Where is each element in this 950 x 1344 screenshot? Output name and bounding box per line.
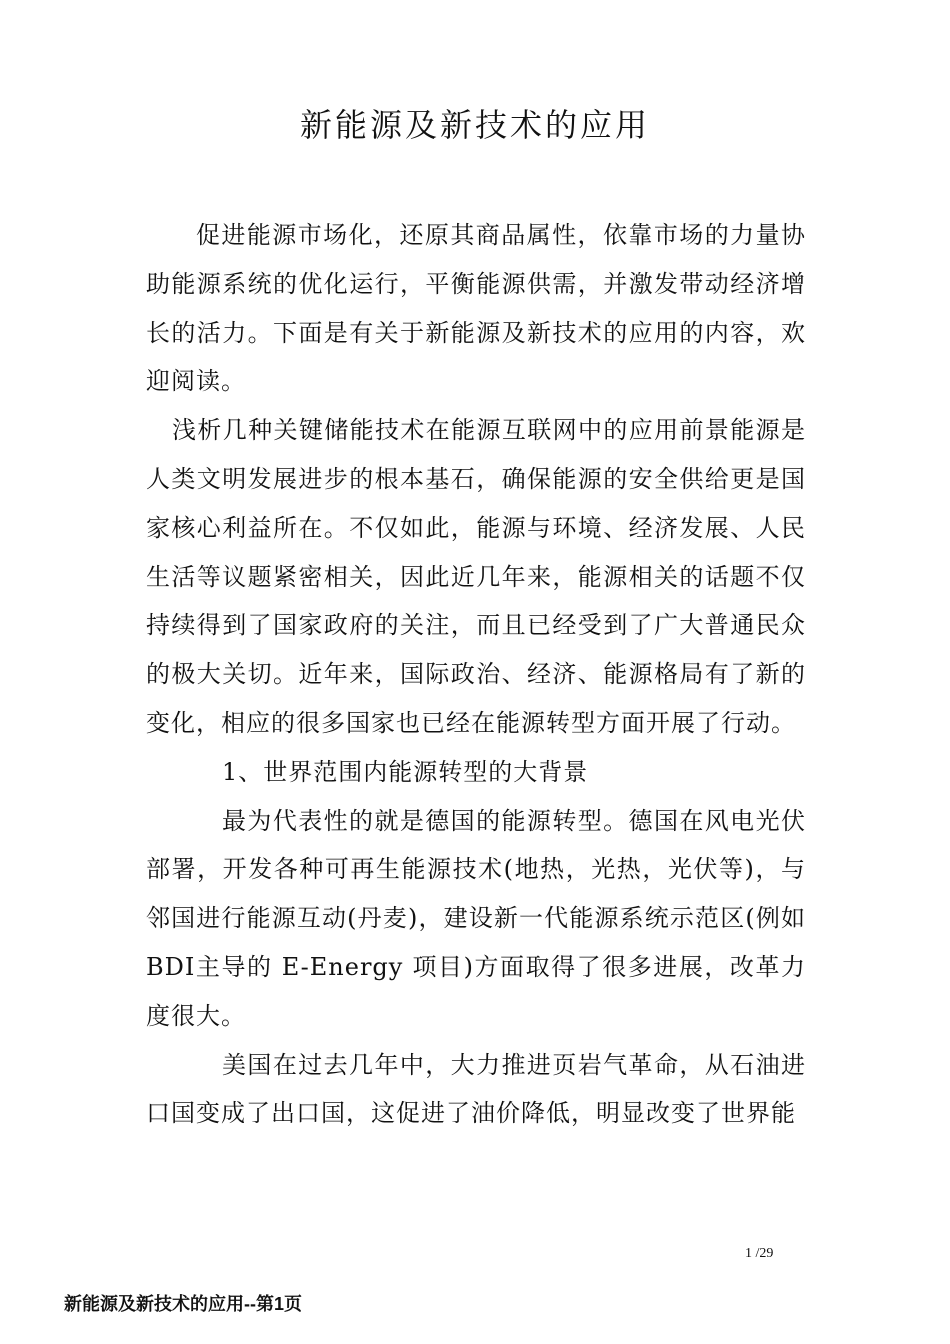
page-footer: 新能源及新技术的应用--第1页 xyxy=(64,1294,302,1314)
paragraph-intro: 促进能源市场化，还原其商品属性，依靠市场的力量协助能源系统的优化运行，平衡能源供需，并激发带动经济增长的活力。下面是有关于新能源及新技术的应用的内容，欢迎阅读。 xyxy=(146,221,806,396)
document-title: 新能源及新技术的应用 xyxy=(299,106,650,144)
paragraph-energy-storage: 浅析几种关键储能技术在能源互联网中的应用前景能源是人类文明发展进步的根本基石，确保能源的安全供给更是国家核心利益所在。不仅如此，能源与环境、经济发展、人民生活等议题紧密相关，因此近几年来，能源相关的话题不仅持续得到了国家政府的关注，而且已经受到了广大普通民众的极大关切。近年来，国际政治、经济、能源格局有了新的变化，相应的很多国家也已经在能源转型方面开展了行动。 xyxy=(146,416,806,737)
paragraph-usa: 美国在过去几年中，大力推进页岩气革命，从石油进口国变成了出口国，这促进了油价降低，明显改变了世界能 xyxy=(146,1050,806,1128)
section-heading: 1、世界范围内能源转型的大背景 xyxy=(222,757,589,786)
paragraph-germany: 最为代表性的就是德国的能源转型。德国在风电光伏部署，开发各种可再生能源技术(地热，光热，光伏等)，与邻国进行能源互动(丹麦)，建设新一代能源系统示范区(例如 BDI主导的 E-Energy 项目)方面取得了很多进展，改革力度很大。 xyxy=(146,806,806,1030)
document-body xyxy=(146,211,806,1138)
page-number: 1 /29 xyxy=(745,1246,774,1261)
